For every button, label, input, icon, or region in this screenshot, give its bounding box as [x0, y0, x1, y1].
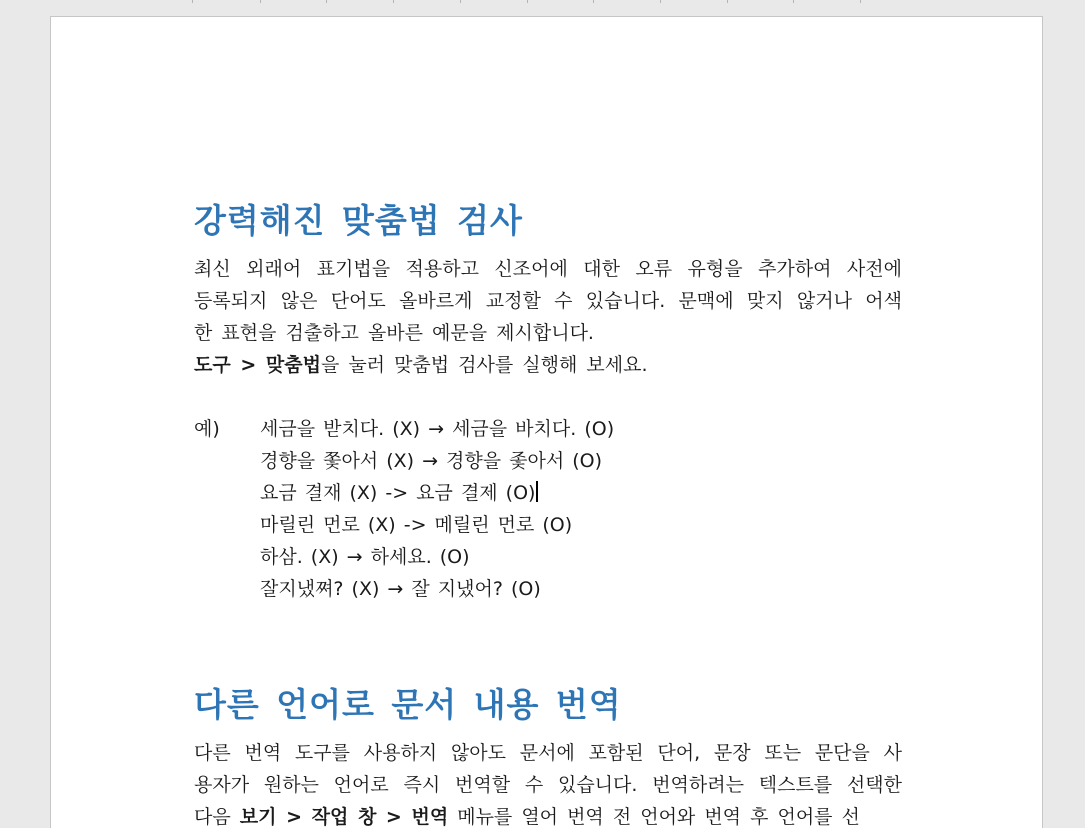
example-item: 세금을 받치다. (X) → 세금을 바치다. (O) [260, 418, 615, 440]
page-body[interactable] [194, 197, 902, 828]
example-item: 경향을 쫓아서 (X) → 경향을 좇아서 (O) [260, 450, 603, 472]
example-block [194, 413, 902, 605]
translate-paragraph [194, 737, 902, 828]
spellcheck-paragraph [194, 253, 902, 349]
menu-translate-label: 번역 [411, 806, 449, 828]
example-item-with-caret [260, 477, 902, 509]
paragraph-line: 용자가 원하는 언어로 즉시 번역할 수 있습니다. 번역하려는 텍스트를 선택한 [194, 774, 902, 796]
ruler-tick-marks [0, 0, 1085, 4]
example-item: 잘지냈쪄? (X) → 잘 지냈어? (O) [260, 578, 541, 600]
example-item: 요금 결재 (X) -> 요금 결제 (O) [260, 482, 536, 504]
paragraph-line: 다른 번역 도구를 사용하지 않아도 문서에 포함된 단어, 문장 또는 문단을 사 [194, 742, 902, 764]
menu-instruction-text: 을 눌러 맞춤법 검사를 실행해 보세요. [320, 354, 648, 376]
example-item: 하삼. (X) → 하세요. (O) [260, 546, 470, 568]
example-list [260, 413, 902, 605]
menu-separator: > [230, 354, 266, 376]
translate-section [194, 681, 902, 828]
paragraph-line-partial [194, 801, 902, 828]
menu-view-label: 보기 [239, 806, 277, 828]
section-heading-translate: 다른 언어로 문서 내용 번역 [194, 685, 622, 724]
menu-separator: > [276, 806, 312, 828]
menu-spellcheck-label: 맞춤법 [265, 354, 321, 376]
paragraph-text: 메뉴를 열어 번역 전 언어와 번역 후 언어를 선 [448, 806, 860, 828]
menu-tool-label: 도구 [194, 354, 231, 376]
example-label: 예) [194, 418, 220, 440]
example-item: 마릴린 먼로 (X) -> 메릴린 먼로 (O) [260, 514, 573, 536]
paragraph-line: 최신 외래어 표기법을 적용하고 신조어에 대한 오류 유형을 추가하여 사전에 [194, 258, 902, 280]
menu-path-instruction [194, 349, 902, 381]
menu-separator: > [376, 806, 412, 828]
paragraph-text: 다음 [194, 806, 240, 828]
text-cursor [536, 481, 538, 502]
menu-task-pane-label: 작업 창 [311, 806, 377, 828]
section-heading-spellcheck: 강력해진 맞춤법 검사 [194, 201, 523, 240]
document-page[interactable] [50, 16, 1043, 828]
paragraph-line: 등록되지 않은 단어도 올바르게 교정할 수 있습니다. 문맥에 맞지 않거나 어색 [194, 290, 902, 312]
paragraph-line: 한 표현을 검출하고 올바른 예문을 제시합니다. [194, 322, 594, 344]
